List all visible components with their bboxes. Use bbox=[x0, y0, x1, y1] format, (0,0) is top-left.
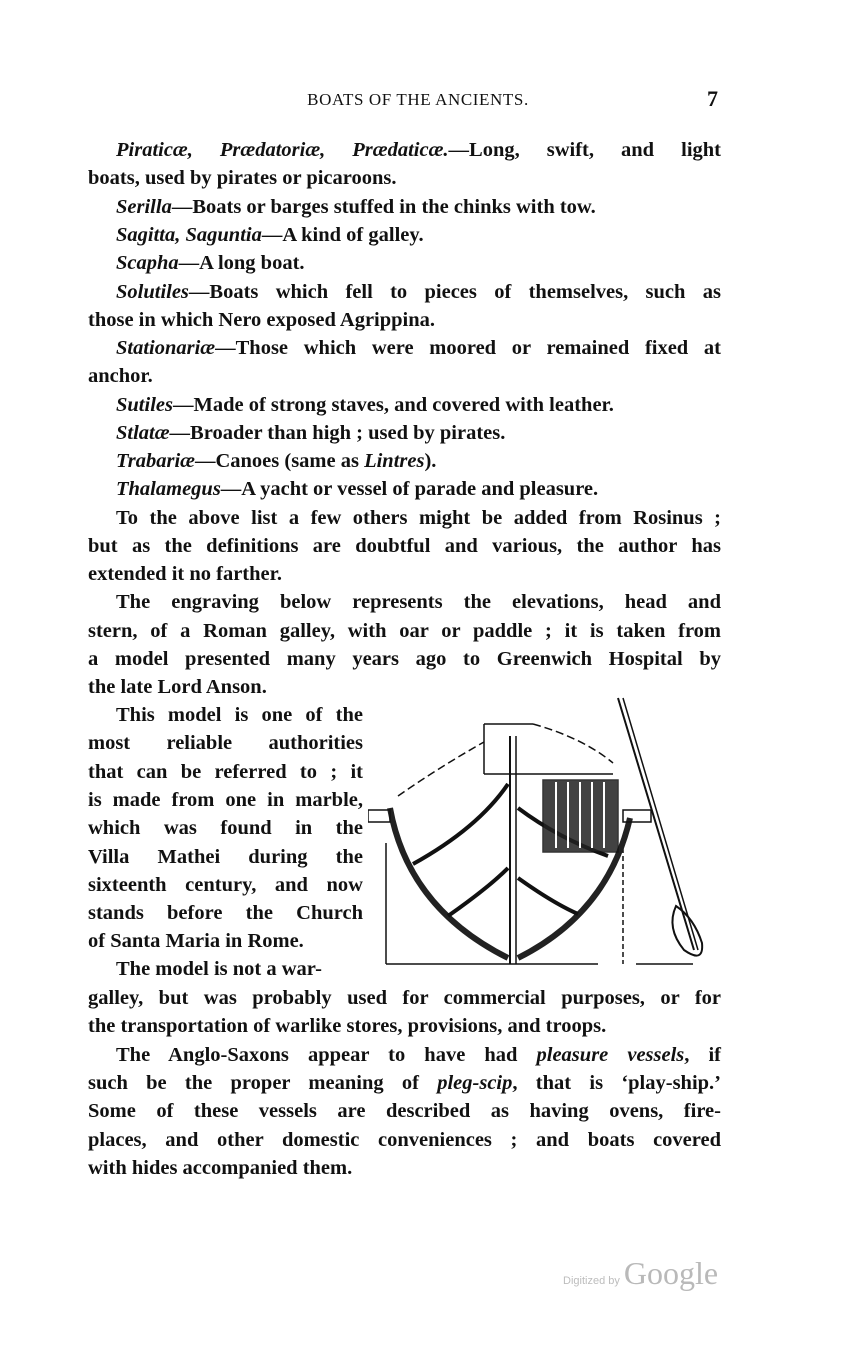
definition-stlatae: Stlatæ—Broader than high ; used by pirates. bbox=[116, 422, 506, 444]
definition-solutiles-cont: those in which Nero exposed Agrippina. bbox=[88, 309, 436, 331]
paragraph-line: with hides accompanied them. bbox=[88, 1157, 353, 1179]
paragraph-line: extended it no farther. bbox=[88, 563, 282, 585]
paragraph-line: that can be referred to ; it bbox=[88, 761, 363, 783]
paragraph-line: Villa Mathei during the bbox=[88, 846, 363, 868]
definition-piraticae-cont: boats, used by pirates or picaroons. bbox=[88, 167, 397, 189]
definition-sagitta: Sagitta, Saguntia—A kind of galley. bbox=[116, 224, 424, 246]
paragraph-line: The engraving below represents the elevations, head and bbox=[116, 591, 721, 613]
definition-solutiles: Solutiles—Boats which fell to pieces of themselves, such as bbox=[116, 281, 721, 303]
paragraph-line: galley, but was probably used for commercial purposes, or for bbox=[88, 987, 721, 1009]
paragraph-line: stands before the Church bbox=[88, 902, 363, 924]
paragraph-line: the transportation of warlike stores, provisions, and troops. bbox=[88, 1015, 607, 1037]
paragraph-line: which was found in the bbox=[88, 817, 363, 839]
paragraph-line: stern, of a Roman galley, with oar or paddle ; it is taken from bbox=[88, 620, 721, 642]
paragraph-line: sixteenth century, and now bbox=[88, 874, 363, 896]
page-number: 7 bbox=[707, 86, 718, 111]
paragraph-line: The model is not a war- bbox=[116, 958, 322, 980]
running-title: BOATS OF THE ANCIENTS. bbox=[307, 90, 529, 109]
definition-stationariae-cont: anchor. bbox=[88, 365, 153, 387]
digitized-by-google-watermark: Digitized by Google bbox=[563, 1255, 719, 1291]
paragraph-line: most reliable authorities bbox=[88, 732, 363, 754]
paragraph-line: of Santa Maria in Rome. bbox=[88, 930, 304, 952]
paragraph-line: is made from one in marble, bbox=[88, 789, 363, 811]
paragraph-line: the late Lord Anson. bbox=[88, 676, 267, 698]
paragraph-line: This model is one of the bbox=[116, 704, 363, 726]
paragraph-line: places, and other domestic conveniences ; and boats covered bbox=[88, 1129, 721, 1151]
definition-serilla: Serilla—Boats or barges stuffed in the chinks with tow. bbox=[116, 196, 596, 218]
galley-illustration-icon bbox=[368, 688, 708, 968]
definition-piraticae: Piraticæ, Prædatoriæ, Prædaticæ.—Long, swift, and light bbox=[116, 139, 721, 161]
paragraph-line: but as the definitions are doubtful and various, the author has bbox=[88, 535, 721, 557]
galley-engraving bbox=[368, 688, 708, 968]
definition-thalamegus: Thalamegus—A yacht or vessel of parade and pleasure. bbox=[116, 478, 599, 500]
paragraph-line: a model presented many years ago to Greenwich Hospital by bbox=[88, 648, 721, 670]
definition-trabariae: Trabariæ—Canoes (same as Lintres). bbox=[116, 450, 437, 472]
page-header bbox=[116, 88, 720, 114]
term: Piraticæ, Prædatoriæ, Prædaticæ. bbox=[116, 139, 449, 161]
definition-sutiles: Sutiles—Made of strong staves, and covered with leather. bbox=[116, 394, 614, 416]
definition-scapha: Scapha—A long boat. bbox=[116, 252, 305, 274]
paragraph-line: Some of these vessels are described as having ovens, fire- bbox=[88, 1100, 721, 1122]
paragraph-line: The Anglo-Saxons appear to have had pleasure vessels, if bbox=[116, 1044, 721, 1066]
paragraph-line: such be the proper meaning of pleg-scip, that is ‘play-ship.’ bbox=[88, 1072, 721, 1094]
definition-stationariae: Stationariæ—Those which were moored or remained fixed at bbox=[116, 337, 721, 359]
paragraph-line: To the above list a few others might be added from Rosinus ; bbox=[116, 507, 721, 529]
